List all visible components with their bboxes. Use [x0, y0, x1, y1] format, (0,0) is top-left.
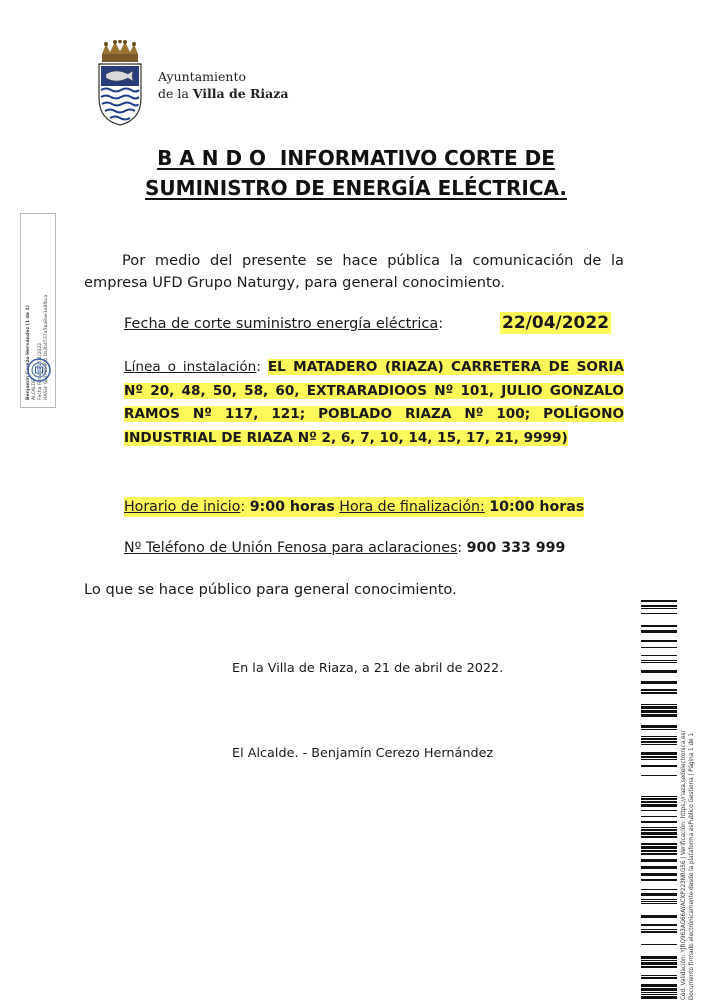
start-value: 9:00 horas — [249, 499, 335, 515]
installation-colon: : — [256, 359, 261, 375]
cut-date-value: 22/04/2022 — [502, 313, 610, 333]
end-value: 10:00 horas — [489, 499, 585, 515]
place-date: En la Villa de Riaza, a 21 de abril de 2022. — [232, 661, 504, 676]
installation-value: EL MATADERO (RIAZA) CARRETERA DE SORIA Nº 20, 48, 50, 58, 60, EXTRARADIOOS Nº 101, JULIO GONZALO RAMOS Nº 117, 121; POBLADO RIAZA Nº 100; POLÍGONO INDUSTRIAL DE RIAZA Nº 2, 6, 7, 10, 14, 15, 17, 21, 9999) — [124, 359, 625, 446]
start-label: Horario de inicio — [124, 499, 241, 515]
document-title — [100, 143, 612, 203]
closing-text: Lo que se hace público para general conocimiento. — [84, 581, 457, 598]
signer-role: ALCALDE — [32, 378, 37, 400]
phone-label: Nº Teléfono de Unión Fenosa para aclaraciones — [124, 540, 458, 556]
phone-line: Nº Teléfono de Unión Fenosa para aclaraciones: 900 333 999 — [124, 540, 566, 556]
validation-text — [681, 670, 696, 1000]
validation-line-1: Cód. Validación: YJRQ963AG66AYACXP223NRG56 | Verificación: https://riaza.sedelectronica.es/ — [681, 730, 687, 1000]
installation-line — [124, 356, 624, 450]
org-line-1: Ayuntamiento — [158, 69, 247, 84]
title-line-1: B A N D O INFORMATIVO CORTE DE — [157, 146, 555, 170]
coat-of-arms-icon — [96, 40, 144, 126]
signer-name: Benjamín Cerezo Hernández (1 de 1) — [26, 305, 31, 400]
end-label: Hora de finalización: — [339, 499, 485, 515]
intro-paragraph — [84, 250, 624, 293]
signature-date: Fecha Firma: 21/04/2022 — [38, 342, 43, 400]
phone-value: 900 333 999 — [466, 540, 566, 556]
org-line-2-prefix: de la — [158, 86, 189, 101]
intro-text: Por medio del presente se hace pública la comunicación de la empresa UFD Grupo Naturgy, para general conocimiento. — [84, 252, 624, 291]
organization-name — [158, 68, 288, 102]
validation-line-2: Documento firmado electrónicamente desde la plataforma esPublico Gestiona | Página 1 de 1 — [688, 733, 695, 1000]
cut-date-line — [124, 314, 624, 334]
signature-line: El Alcalde. - Benjamín Cerezo Hernández — [232, 746, 494, 761]
org-line-2-name: Villa de Riaza — [192, 86, 289, 101]
org-line-2 — [158, 85, 288, 102]
signature-hash: HASH: 6c3785996 1b2b4537a5ba8ae1e6fbca — [44, 294, 49, 400]
schedule-line: Horario de inicio: 9:00 horas Hora de finalización: 10:00 horas — [124, 499, 585, 515]
signature-seal-icon — [26, 357, 52, 383]
barcode-icon — [641, 600, 677, 1000]
cut-date-label: Fecha de corte suministro energía eléctrica — [124, 316, 439, 332]
title-line-2: SUMINISTRO DE ENERGÍA ELÉCTRICA. — [145, 176, 567, 200]
installation-label: Línea o instalación — [124, 359, 257, 375]
cut-date-colon: : — [438, 316, 444, 332]
